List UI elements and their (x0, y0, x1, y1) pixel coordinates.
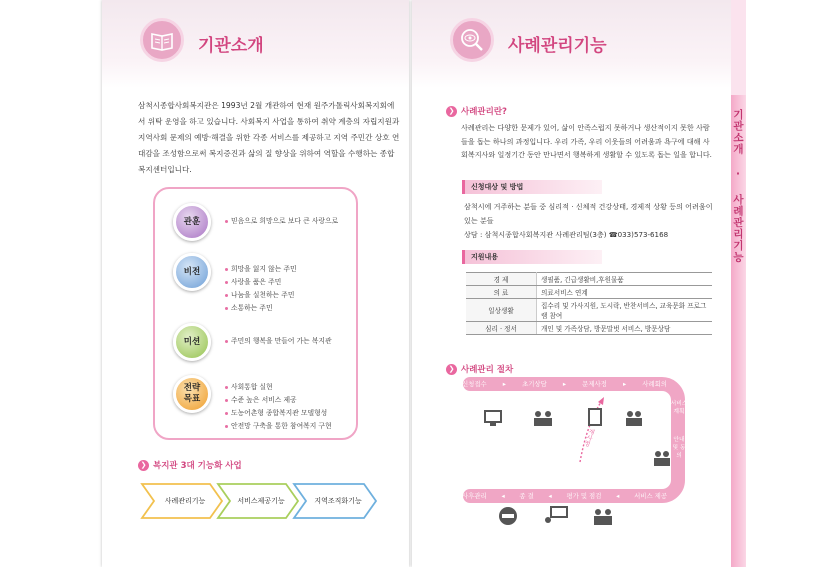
table-row (466, 273, 712, 286)
strategy-list (225, 381, 332, 433)
contact-text: 상담 : 삼척시종합사회복지관 사례관리팀(3층) ☎033)573-6168 (464, 230, 669, 239)
counseling-icon (534, 411, 552, 426)
step-problem-assessment: 문제사정 (582, 380, 607, 388)
document-icon (588, 408, 602, 426)
strategy-badge-line1: 전략 (183, 383, 201, 393)
side-tab-top (731, 0, 746, 95)
support-content: 의료서비스 연계 (537, 286, 713, 299)
support-table (466, 272, 712, 335)
motto-list (225, 215, 338, 228)
step-follow-up: 사후관리 (462, 492, 487, 500)
list-item: 소통하는 주민 (225, 302, 297, 315)
side-tab-label: 기관소개 · 사례관리기능 (732, 109, 744, 263)
mission-badge: 미션 (173, 323, 211, 361)
function-service-provision: 서비스제공기능 (237, 497, 285, 505)
list-item: 도농어촌형 종합복지관 모델형성 (225, 407, 332, 420)
table-row (466, 322, 712, 335)
chevron-right-icon: ❯ (446, 106, 457, 117)
list-item: 안전망 구축을 통한 참여복지 구현 (225, 420, 332, 433)
list-item: 사회통합 실현 (225, 381, 332, 394)
side-tab (731, 95, 746, 567)
support-category: 심리 · 정서 (466, 322, 537, 335)
step-termination: 종 결 (519, 492, 534, 500)
open-book-icon (140, 18, 184, 62)
strategy-badge (173, 375, 211, 413)
reassess-label: 재사정 (582, 427, 595, 448)
chevron-right-icon: ❯ (446, 364, 457, 375)
process-flow (462, 370, 692, 540)
intro-text: 삼척시종합사회복지관은 1993년 2월 개관하여 현재 원주가톨릭사회복지회에서 위탁 운영을 하고 있습니다. 사회복지 사업을 통하여 취약 계층의 자립지원과 지역사회 문제의 예방·해결을 위한 각종 서비스를 제공하고 지역 주민간 상호 연대감을 조성함으로써 복지증진과 삶의 질 향상을 위하여 역할을 수행하는 종합복지센터입니다. (138, 101, 400, 174)
support-content-label: 지원내용 (462, 250, 602, 264)
step-initial-counseling: 초기상담 (522, 380, 547, 388)
step-guidance-consent: 안내 및 동의 (672, 437, 686, 459)
chevron-right-icon: ❯ (138, 460, 149, 471)
right-page (412, 0, 731, 567)
support-content: 집수리 및 가사지원, 도시락, 반찬서비스, 교육문화 프로그램 참여 (537, 299, 713, 322)
functions-section-title: ❯ 복지관 3대 기능화 사업 (138, 459, 242, 471)
list-item: 사랑을 품은 주민 (225, 276, 297, 289)
list-item: 수준 높은 서비스 제공 (225, 394, 332, 407)
support-category: 의 료 (466, 286, 537, 299)
functions-chevrons (140, 482, 380, 520)
step-service-delivery: 서비스 제공 (634, 492, 667, 500)
step-service-plan: 서비스 계획 (670, 401, 688, 415)
process-section-title: ❯ 사례관리 절차 (446, 363, 513, 375)
process-bottom-steps: 사후관리 ◂ 종 결 ◂ 평가 및 점검 ◂ 서비스 제공 (462, 492, 667, 500)
list-item: 나눔을 실천하는 주민 (225, 289, 297, 302)
table-row (466, 299, 712, 322)
page-title: 기관소개 (198, 36, 264, 56)
process-top-steps: 신청접수 ▸ 초기상담 ▸ 문제사정 ▸ 사례회의 (462, 380, 667, 388)
case-management-question-title: ❯ 사례관리란? (446, 105, 507, 117)
list-item: 희망을 잃지 않는 주민 (225, 263, 297, 276)
support-content: 생필품, 긴급생활비,후원물품 (537, 273, 713, 286)
strategy-badge-line2: 목표 (183, 394, 201, 404)
service-icon (594, 509, 612, 525)
handshake-icon (499, 507, 517, 525)
case-management-description: 사례관리는 다양한 문제가 있어, 삶이 안족스럽지 못하거나 생산적이지 못한 사람들을 돕는 하나의 과정입니다. 우리 가족, 우리 이웃들의 어려움과 욕구에 대해 사회복지사와 일정기간 동안 만나면서 행복하게 생활할 수 있도록 돕는 일을 합니다. (461, 123, 712, 160)
vision-list (225, 263, 297, 315)
step-evaluation: 평가 및 점검 (566, 492, 602, 500)
vision-badge: 비전 (173, 253, 211, 291)
support-category: 경 제 (466, 273, 537, 286)
step-intake: 신청접수 (462, 380, 487, 388)
mission-list (225, 335, 332, 348)
monitor-icon (484, 410, 502, 426)
presentation-icon (545, 506, 568, 523)
agreement-icon (654, 451, 670, 466)
function-case-management: 사례관리기능 (164, 497, 206, 505)
motto-badge: 관훈 (173, 203, 211, 241)
vision-box (153, 187, 358, 440)
apply-target-text: 삼척시에 거주하는 분들 중 심리적 · 신체적 건강상태, 경제적 상황 등의 어려움이 있는 분들 (464, 202, 713, 225)
function-community-organizing: 지역조직화기능 (314, 497, 362, 505)
support-content: 개인 및 가족상담, 방문말벗 서비스, 방문상담 (537, 322, 713, 335)
support-category: 일상생활 (466, 299, 537, 322)
meeting-icon (626, 411, 642, 426)
page-title: 사례관리기능 (508, 36, 607, 56)
left-page (102, 0, 409, 567)
list-item: 주민의 행복을 만들어 가는 복지관 (225, 335, 332, 348)
magnifier-eye-icon (450, 18, 494, 62)
list-item: 믿음으로 희망으로 보다 큰 사랑으로 (225, 215, 338, 228)
table-row (466, 286, 712, 299)
apply-target-label: 신청대상 및 방법 (462, 180, 602, 194)
step-case-meeting: 사례회의 (642, 380, 667, 388)
